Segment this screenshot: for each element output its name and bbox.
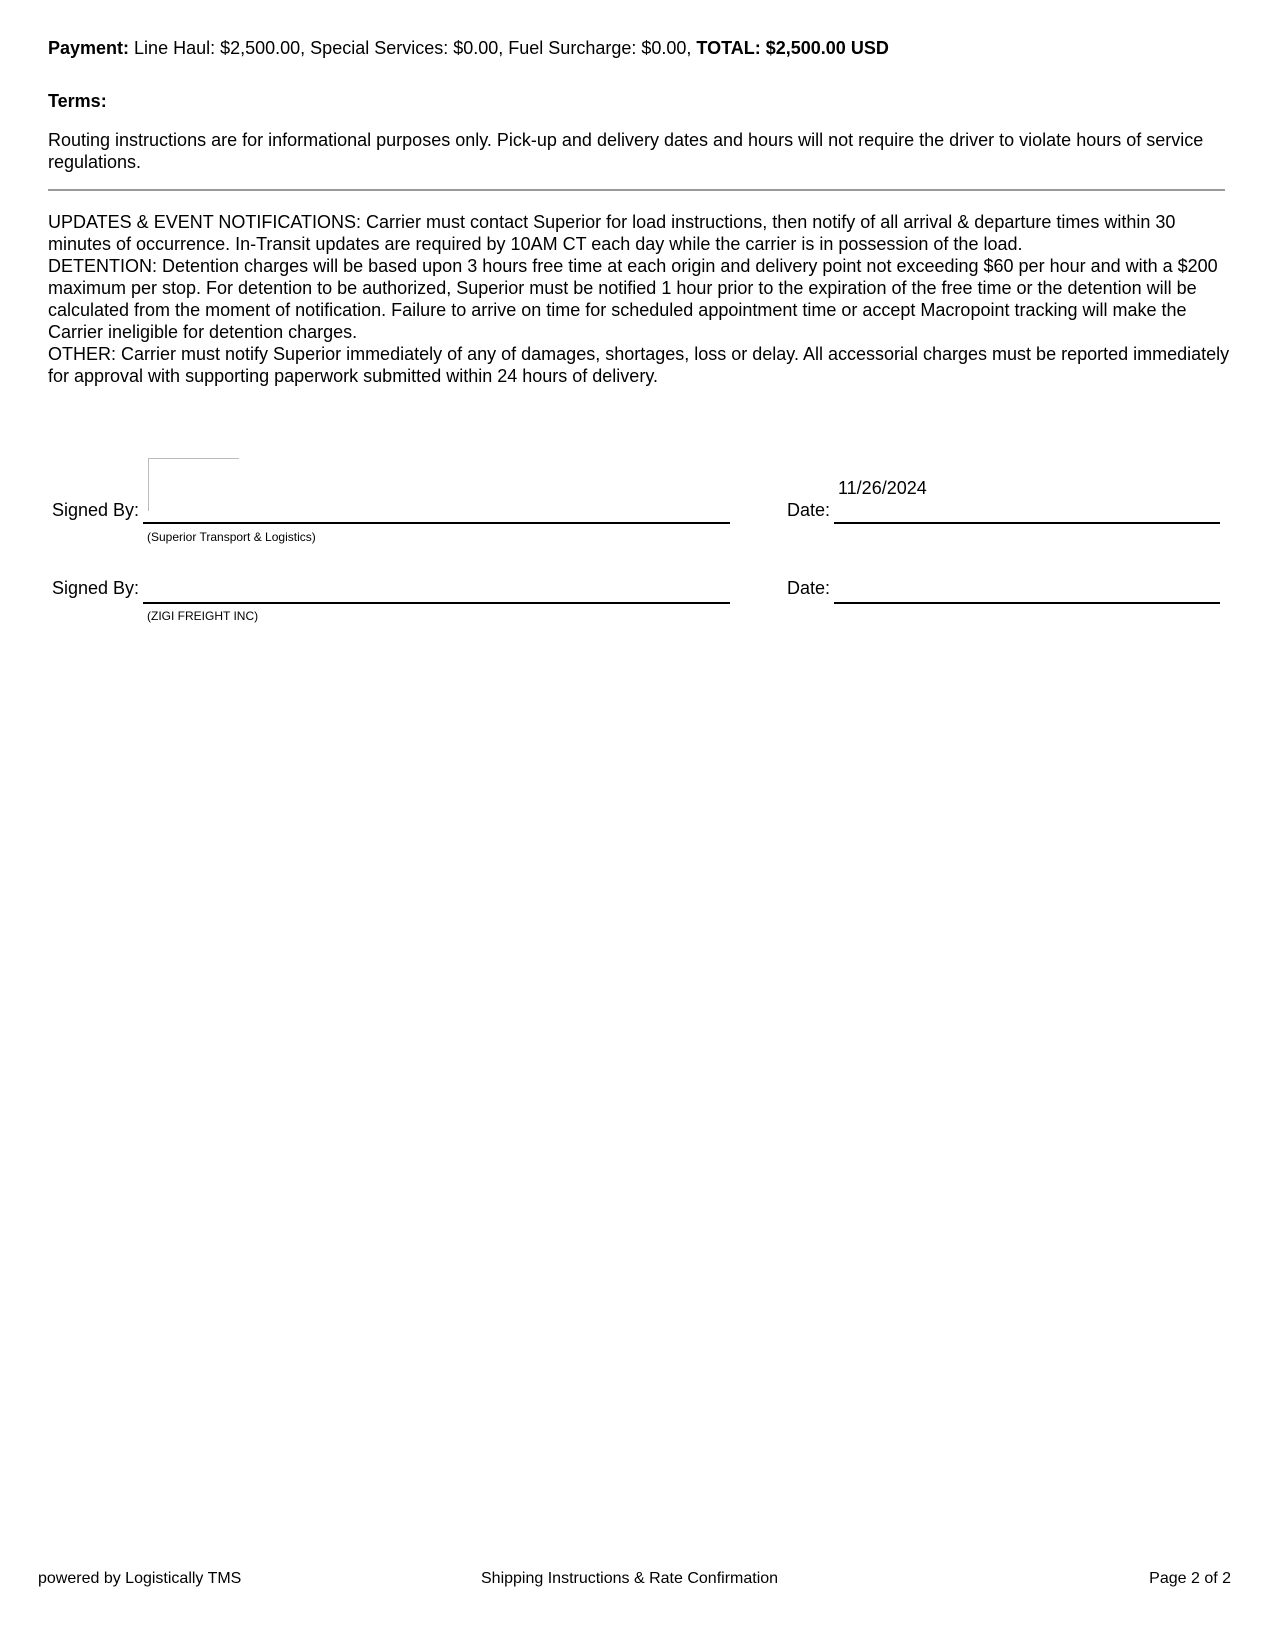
- signature-line[interactable]: [143, 602, 730, 604]
- payment-breakdown: Line Haul: $2,500.00, Special Services: $0.00, Fuel Surcharge: $0.00,: [134, 38, 692, 58]
- date-line[interactable]: [834, 602, 1220, 604]
- terms-text: Routing instructions are for informational purposes only. Pick-up and delivery dates and hours will not require the driver to violate hours of service regulations.: [48, 130, 1204, 172]
- policies-section: [48, 211, 1233, 387]
- signed-by-label: Signed By:: [52, 578, 140, 598]
- other-policy: OTHER: Carrier must notify Superior immediately of any of damages, shortages, loss or delay. All accessorial charges must be reported immediately for approval with supporting paperwork submitted within 24 hours of delivery.: [48, 344, 1230, 386]
- payment-summary: [48, 37, 889, 59]
- footer-powered-by: powered by Logistically TMS: [38, 1570, 242, 1587]
- payment-total: TOTAL: $2,500.00 USD: [696, 38, 889, 58]
- terms-label: Terms:: [48, 91, 107, 111]
- date-line[interactable]: [834, 522, 1220, 524]
- section-divider: [48, 189, 1225, 191]
- detention-policy: DETENTION: Detention charges will be based upon 3 hours free time at each origin and delivery point not exceeding $60 per hour and with a $200 maximum per stop. For detention to be authorized, Superior must be notified 1 hour prior to the expiration of the free time or the detention will be calculated from the moment of notification. Failure to arrive on time for scheduled appointment time or accept Macropoint tracking will make the Carrier ineligible for detention charges.: [48, 256, 1218, 342]
- footer-document-title: Shipping Instructions & Rate Confirmation: [481, 1570, 779, 1587]
- signature-box[interactable]: [148, 458, 239, 511]
- signature-line[interactable]: [143, 522, 730, 524]
- date-label: Date:: [787, 578, 831, 598]
- signer-party: (Superior Transport & Logistics): [147, 530, 316, 544]
- footer-page-number: Page 2 of 2: [1149, 1570, 1231, 1587]
- date-value: 11/26/2024: [838, 478, 927, 498]
- payment-label: Payment:: [48, 38, 130, 58]
- signed-by-label: Signed By:: [52, 500, 140, 520]
- signer-party: (ZIGI FREIGHT INC): [147, 609, 259, 623]
- updates-policy: UPDATES & EVENT NOTIFICATIONS: Carrier must contact Superior for load instructions, then notify of all arrival & departure times within 30 minutes of occurrence. In-Transit updates are required by 10AM CT each day while the carrier is in possession of the load.: [48, 212, 1176, 254]
- date-label: Date:: [787, 500, 831, 520]
